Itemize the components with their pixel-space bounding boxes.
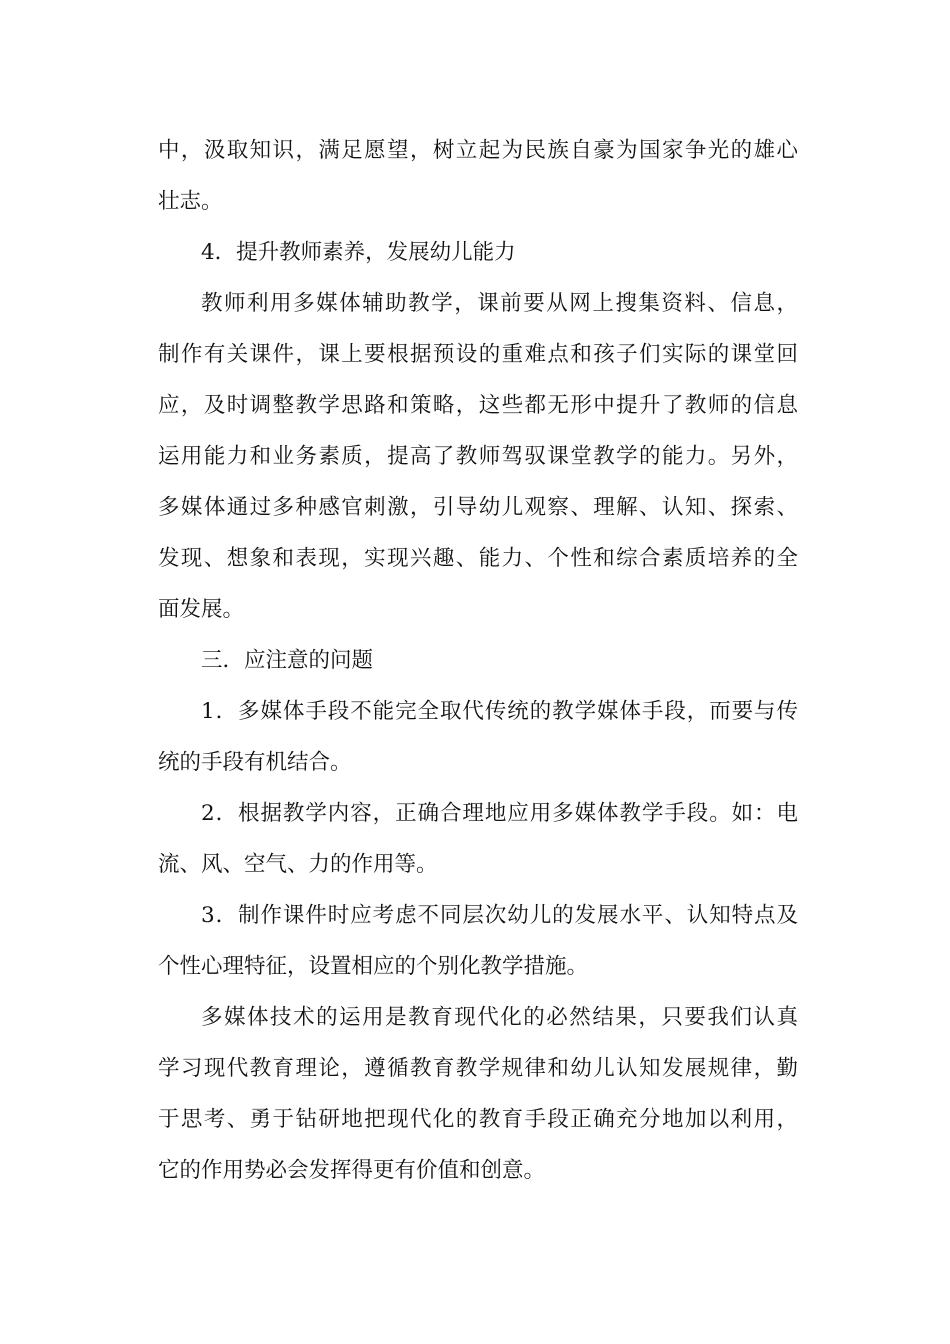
- text-line: 应，及时调整教学思路和策略，这些都无形中提升了教师的信息: [158, 393, 798, 418]
- text-line: 1．多媒体手段不能完全取代传统的教学媒体手段，而要与传: [201, 699, 798, 724]
- text-line: 面发展。: [158, 597, 245, 622]
- text-line: 3．制作课件时应考虑不同层次幼儿的发展水平、认知特点及: [201, 903, 798, 928]
- text-line: 中，汲取知识，满足愿望，树立起为民族自豪为国家争光的雄心: [158, 138, 798, 163]
- text-line: 统的手段有机结合。: [158, 750, 352, 775]
- text-line: 运用能力和业务素质，提高了教师驾驭课堂教学的能力。另外，: [158, 444, 798, 469]
- text-line: 多媒体技术的运用是教育现代化的必然结果，只要我们认真: [201, 1005, 798, 1030]
- text-line: 学习现代教育理论，遵循教育教学规律和幼儿认知发展规律，勤: [158, 1056, 798, 1081]
- text-line: 于思考、勇于钻研地把现代化的教育手段正确充分地加以利用，: [158, 1107, 798, 1132]
- text-line: 壮志。: [158, 189, 223, 214]
- text-line: 它的作用势必会发挥得更有价值和创意。: [158, 1158, 546, 1183]
- text-line: 多媒体通过多种感官刺激，引导幼儿观察、理解、认知、探索、: [158, 495, 798, 520]
- text-line: 教师利用多媒体辅助教学，课前要从网上搜集资料、信息，: [201, 291, 798, 316]
- section-heading: 三．应注意的问题: [201, 648, 374, 673]
- text-line: 制作有关课件，课上要根据预设的重难点和孩子们实际的课堂回: [158, 342, 798, 367]
- text-line: 2．根据教学内容，正确合理地应用多媒体教学手段。如：电: [201, 801, 798, 826]
- section-heading: 4．提升教师素养，发展幼儿能力: [201, 240, 516, 265]
- text-line: 个性心理特征，设置相应的个别化教学措施。: [158, 954, 589, 979]
- text-line: 流、风、空气、力的作用等。: [158, 852, 438, 877]
- text-line: 发现、想象和表现，实现兴趣、能力、个性和综合素质培养的全: [158, 546, 798, 571]
